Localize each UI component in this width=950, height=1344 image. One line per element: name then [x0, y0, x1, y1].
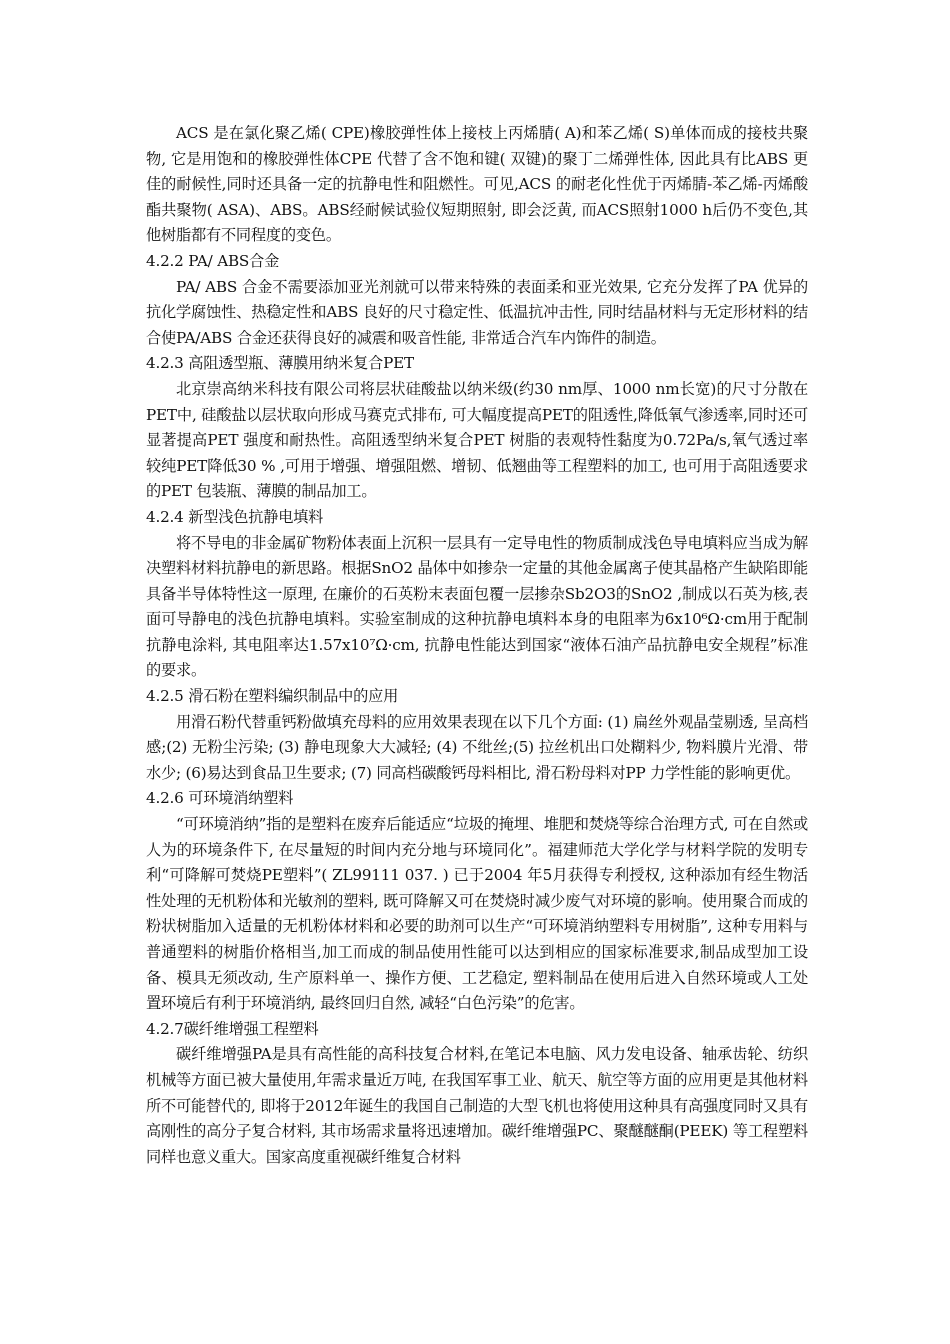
heading-4-2-6: 4.2.6 可环境消纳塑料	[146, 789, 294, 808]
paragraph-carbon-fiber: 碳纤维增强PA是具有高性能的高科技复合材料,在笔记本电脑、风力发电设备、轴承齿轮、纺织机械等方面已被大量使用,年需求量近万吨, 在我国军事工业、航天、航空等方面的应用更是其他材料所不可能替代的, 即将于2012年诞生的我国自己制造的大型飞机也将使用这种具有高强度同时又具有高刚性的高分子复合材料, 其市场需求量将迅速增加。碳纤维增强PC、聚醚醚酮(PEEK) 等工程塑料同样也意义重大。国家高度重视碳纤维复合材料	[146, 1045, 808, 1166]
document-page	[146, 121, 808, 1170]
paragraph-talc: 用滑石粉代替重钙粉做填充母料的应用效果表现在以下几个方面: (1) 扁丝外观晶莹剔透, 呈高档感;(2) 无粉尘污染; (3) 静电现象大大减轻; (4) 不纰丝;(5) 拉丝机出口处糊料少, 物料膜片光滑、带水少; (6)易达到食品卫生要求; (7) 同高档碳酸钙母料相比, 滑石粉母料对PP 力学性能的影响更优。	[146, 712, 808, 782]
paragraph-pet: 北京崇高纳米科技有限公司将层状硅酸盐以纳米级(约30 nm厚、1000 nm长宽)的尺寸分散在PET中, 硅酸盐以层状取向形成马赛克式排布, 可大幅度提高PET的阻透性,降低氧气渗透率,同时还可显著提高PET 强度和耐热性。高阻透型纳米复合PET 树脂的表观特性黏度为0.72Pa/s,氧气透过率较纯PET降低30 % ,可用于增强、增强阻燃、增韧、低翘曲等工程塑料的加工, 也可用于高阻透要求的PET 包装瓶、薄膜的制品加工。	[146, 379, 808, 501]
paragraph-acs: ACS 是在氯化聚乙烯( CPE)橡胶弹性体上接枝上丙烯腈( A)和苯乙烯( S)单体而成的接枝共聚物, 它是用饱和的橡胶弹性体CPE 代替了含不饱和键( 双键)的聚丁二烯弹性体, 因此具有比ABS 更佳的耐候性,同时还具备一定的抗静电性和阻燃性。可见,ACS 的耐老化性优于丙烯腈-苯乙烯-丙烯酸酯共聚物( ASA)、ABS。ABS经耐候试验仪短期照射, 即会泛黄, 而ACS照射1000 h后仍不变色,其他树脂都有不同程度的变色。	[146, 124, 808, 245]
heading-4-2-7: 4.2.7碳纤维增强工程塑料	[146, 1019, 319, 1038]
heading-4-2-5: 4.2.5 滑石粉在塑料编织制品中的应用	[146, 687, 399, 706]
heading-4-2-3: 4.2.3 高阻透型瓶、薄膜用纳米复合PET	[146, 354, 414, 373]
heading-4-2-2: 4.2.2 PA/ ABS合金	[146, 251, 280, 270]
paragraph-antistatic: 将不导电的非金属矿物粉体表面上沉积一层具有一定导电性的物质制成浅色导电填料应当成为解决塑料材料抗静电的新思路。根据SnO2 晶体中如掺杂一定量的其他金属离子使其晶格产生缺陷即能具备半导体特性这一原理, 在廉价的石英粉末表面包覆一层掺杂Sb2O3的SnO2 ,制成以石英为核,表面可导静电的浅色抗静电填料。实验室制成的这种抗静电填料本身的电阻率为6x10⁶Ω·cm用于配制抗静电涂料, 其电阻率达1.57x10⁷Ω·cm, 抗静电性能达到国家“液体石油产品抗静电安全规程”标准的要求。	[146, 533, 808, 680]
paragraph-pa-abs: PA/ ABS 合金不需要添加亚光剂就可以带来特殊的表面柔和亚光效果, 它充分发挥了PA 优异的抗化学腐蚀性、热稳定性和ABS 良好的尺寸稳定性、低温抗冲击性, 同时结晶材料与无定形材料的结合使PA/ABS 合金还获得良好的减震和吸音性能, 非常适合汽车内饰件的制造。	[146, 277, 808, 347]
paragraph-degradable: “可环境消纳”指的是塑料在废弃后能适应“垃圾的掩埋、堆肥和焚烧等综合治理方式, 可在自然或人为的环境条件下, 在尽量短的时间内充分地与环境同化”。福建师范大学化学与材料学院的发明专利“可降解可焚烧PE塑料”( ZL99111 037. ) 已于2004 年5月获得专利授权, 这种添加有经生物活性处理的无机粉体和光敏剂的塑料, 既可降解又可在焚烧时减少废气对环境的影响。使用聚合而成的粉状树脂加入适量的无机粉体材料和必要的助剂可以生产“可环境消纳塑料专用树脂”, 这种专用料与普通塑料的树脂价格相当,加工而成的制品使用性能可以达到相应的国家标准要求,制品成型加工设备、模具无须改动, 生产原料单一、操作方便、工艺稳定, 塑料制品在使用后进入自然环境或人工处置环境后有利于环境消纳, 最终回归自然, 减轻“白色污染”的危害。	[146, 815, 808, 1013]
heading-4-2-4: 4.2.4 新型浅色抗静电填料	[146, 507, 324, 526]
